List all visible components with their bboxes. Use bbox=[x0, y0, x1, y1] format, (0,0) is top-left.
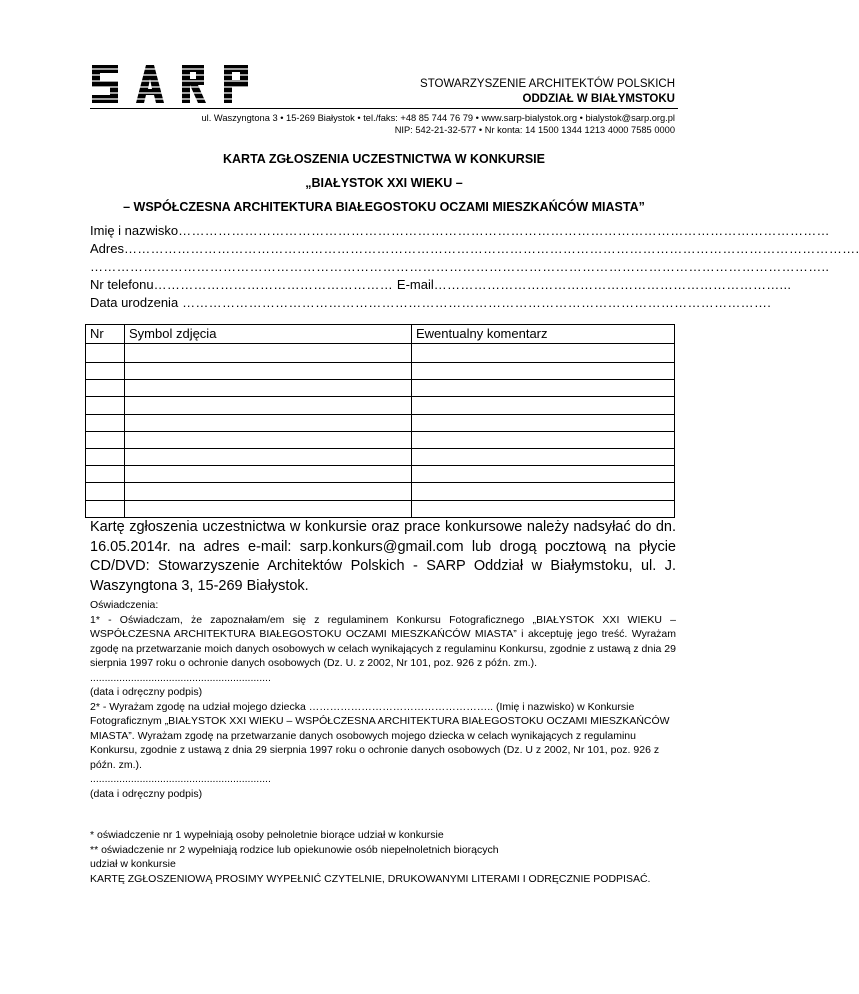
col-nr-header: Nr bbox=[86, 325, 125, 344]
submission-notice: Kartę zgłoszenia uczestnictwa w konkursie oraz prace konkursowe należy nadsyłać do dn. 16.05.2014r. na adres e-mail: sarp.konkurs@gmail.com lub drogą pocztową na płycie CD/DVD: Stowarzyszenie Architektów Polskich - SARP Oddział w Białymstoku, ul. J. Waszyngtona 3, 15-269 Białystok. bbox=[90, 519, 676, 594]
birth-label: Data urodzenia bbox=[90, 295, 179, 310]
title-line-3: – WSPÓŁCZESNA ARCHITEKTURA BIAŁEGOSTOKU OCZAMI MIESZKAŃCÓW MIASTA” bbox=[123, 200, 645, 214]
name-field[interactable]: Imię i nazwisko………………………………………………………………………………………………………………………………… bbox=[90, 223, 830, 238]
organization-name bbox=[420, 77, 675, 107]
org-line-1: STOWARZYSZENIE ARCHITEKTÓW POLSKICH bbox=[420, 78, 675, 90]
declaration-2: 2* - Wyrażam zgodę na udział mojego dziecka …………………………………………….. (Imię i nazwisko) w Konkursie Fotograficznym „BIAŁYSTOK XXI WIEKU – WSPÓŁCZESNA ARCHITEKTURA BIAŁEGOSTOKU OCZAMI MIESZKAŃCÓW MIASTA”. Wyrażam zgodę na przetwarzanie danych osobowych mojego dziecka w celach wynikających z regulaminu Konkursu, zgodnie z ustawą z dnia 29 sierpnia 1997 roku o ochronie danych osobowych (Dz. U z 2002, Nr 101, poz. 926 z późn. zm.). bbox=[90, 700, 670, 771]
header-divider bbox=[90, 108, 678, 109]
address-line-1: ul. Waszyngtona 3 • 15-269 Białystok • tel./faks: +48 85 744 76 79 • www.sarp-bialystok.org • bialystok@sarp.org.pl bbox=[201, 113, 675, 123]
table-row[interactable] bbox=[86, 466, 675, 483]
table-header-spacer-row bbox=[86, 344, 675, 363]
signature-2-line[interactable]: .............................................................. bbox=[90, 773, 271, 785]
table-row[interactable] bbox=[86, 414, 675, 431]
col-symbol-header: Symbol zdjęcia bbox=[125, 325, 412, 344]
table-header-row bbox=[86, 325, 675, 344]
title-line-2: „BIAŁYSTOK XXI WIEKU – bbox=[305, 176, 463, 190]
email-label: E-mail bbox=[396, 277, 434, 292]
birth-date-field[interactable]: Data urodzenia ……………………………………………………………………………………………………………………. bbox=[90, 295, 772, 310]
title-line-1: KARTA ZGŁOSZENIA UCZESTNICTWA W KONKURSIE bbox=[223, 152, 545, 166]
signature-1-label: (data i odręczny podpis) bbox=[90, 686, 203, 698]
table-row[interactable] bbox=[86, 380, 675, 397]
sarp-logo bbox=[90, 63, 252, 105]
declarations bbox=[90, 598, 676, 801]
table-row[interactable] bbox=[86, 500, 675, 517]
photo-table bbox=[85, 324, 675, 518]
footnote-1: * oświadczenie nr 1 wypełniają osoby pełnoletnie biorące udział w konkursie bbox=[90, 829, 444, 841]
footnote-3: udział w konkursie bbox=[90, 858, 176, 870]
table-row[interactable] bbox=[86, 431, 675, 448]
declaration-1: 1* - Oświadczam, że zapoznałam/em się z regulaminem Konkursu Fotograficznego „BIAŁYSTOK XXI WIEKU – WSPÓŁCZESNA ARCHITEKTURA BIAŁEGOSTOKU OCZAMI MIESZKAŃCÓW MIASTA” i akceptuję jego treść. Wyrażam zgodę na przetwarzanie moich danych osobowych w celach wynikających z regulaminu Konkursu, zgodnie z ustawą z dnia 29 sierpnia 1997 roku o ochronie danych osobowych (Dz. U. z 2002, Nr 101, poz. 926 z późn. zm.). bbox=[90, 613, 676, 669]
col-comment-header: Ewentualny komentarz bbox=[412, 325, 675, 344]
org-line-2: ODDZIAŁ W BIAŁYMSTOKU bbox=[522, 93, 675, 105]
footnote-4: KARTĘ ZGŁOSZENIOWĄ PROSIMY WYPEŁNIĆ CZYTELNIE, DRUKOWANYMI LITERAMI I ODRĘCZNIE PODPISAĆ. bbox=[90, 872, 651, 885]
table-row[interactable] bbox=[86, 397, 675, 414]
declarations-heading: Oświadczenia: bbox=[90, 599, 159, 611]
name-label: Imię i nazwisko bbox=[90, 223, 179, 238]
phone-label: Nr telefonu bbox=[90, 277, 154, 292]
signature-2-label: (data i odręczny podpis) bbox=[90, 787, 203, 800]
footnotes bbox=[90, 828, 690, 886]
address-continuation-field[interactable]: ………………………………………………………………………………………………………………………………………………….. bbox=[90, 259, 830, 274]
address-label: Adres bbox=[90, 241, 124, 256]
signature-1-line[interactable]: .............................................................. bbox=[90, 671, 271, 684]
address-field[interactable]: Adres…………………………………………………………………………………………………………………………………………………. bbox=[90, 241, 859, 256]
applicant-fields bbox=[90, 222, 859, 312]
table-row[interactable] bbox=[86, 363, 675, 380]
footnote-2: ** oświadczenie nr 2 wypełniają rodzice lub opiekunowie osób niepełnoletnich biorących bbox=[90, 843, 499, 856]
table-row[interactable] bbox=[86, 448, 675, 465]
org-address bbox=[201, 112, 675, 136]
phone-email-field[interactable]: Nr telefonu……………………………………………… E-mail……………………………………………………………………... bbox=[90, 277, 792, 292]
table-row[interactable] bbox=[86, 483, 675, 500]
address-line-2: NIP: 542-21-32-577 • Nr konta: 14 1500 1344 1213 4000 7585 0000 bbox=[394, 125, 675, 135]
